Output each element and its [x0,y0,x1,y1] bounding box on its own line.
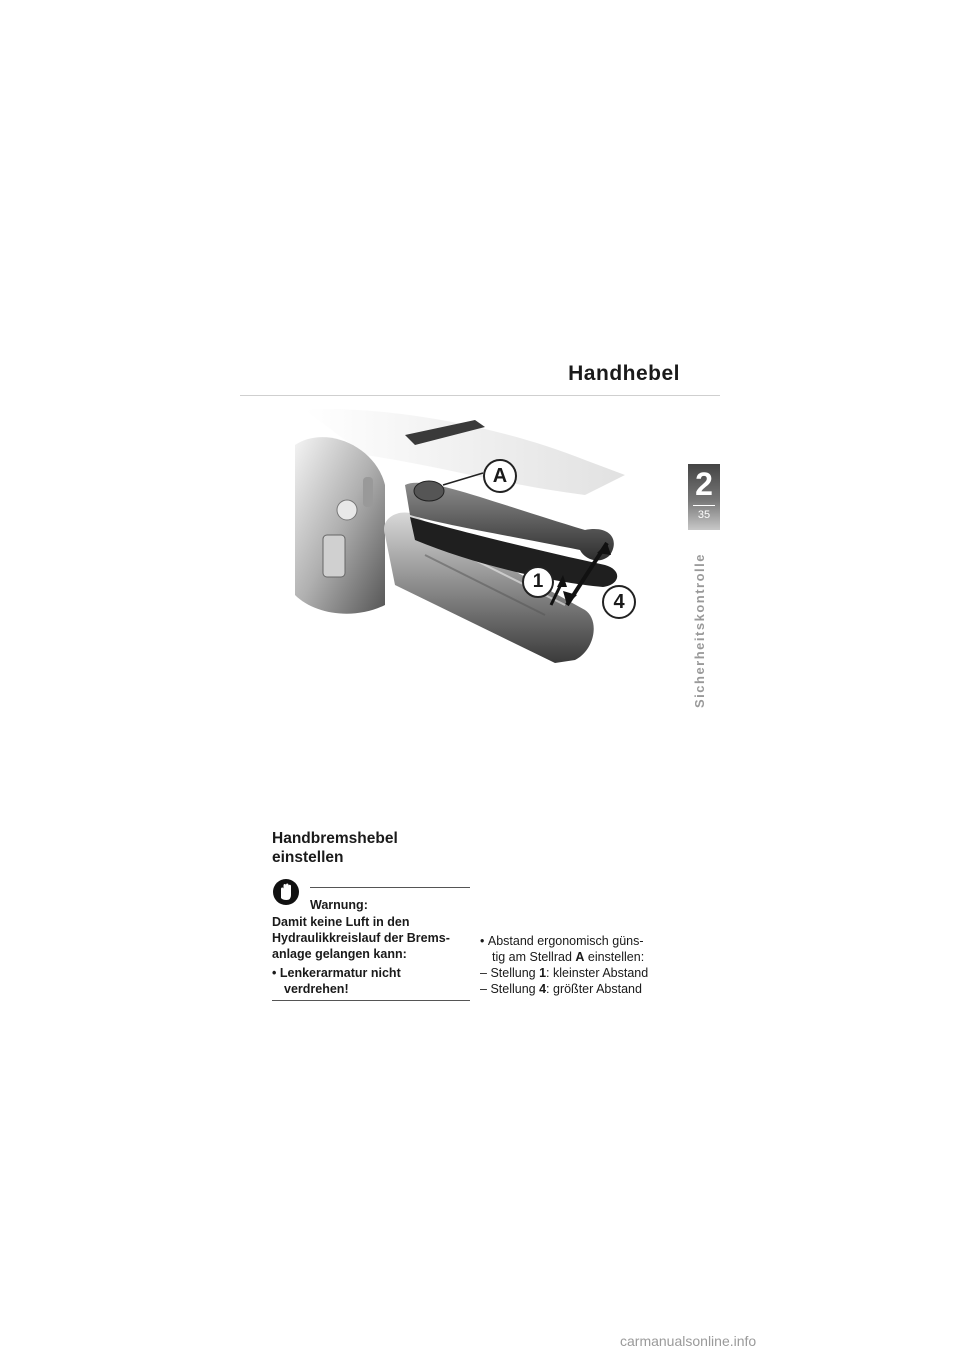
callout-a: A [483,459,517,493]
section-heading-line2: einstellen [272,849,344,866]
warning-bullet-line1: Lenkerarmatur nicht [279,966,401,980]
warning-rule-bottom [272,1000,470,1001]
section-heading [272,829,472,867]
warning-bullet-line2: verdrehen! [284,982,349,996]
step1-suffix: : kleinster Abstand [546,966,649,980]
warning-label: Warnung: [310,898,368,912]
step2-prefix: Stellung [490,982,540,996]
step2-suffix: : größter Abstand [546,982,642,996]
page-title: Handhebel [568,362,680,385]
instructions [480,933,680,997]
instruction-step-1: – Stellung 1: kleinster Abstand [480,966,649,980]
instruction-bullet-line2-prefix: tig am Stellrad [492,950,576,964]
instruction-step-4: – Stellung 4: größter Abstand [480,982,642,996]
warning-text-line3: anlage gelangen kann: [272,947,407,961]
warning-text-line2: Hydraulikkreislauf der Brems- [272,931,450,945]
watermark: carmanualsonline.info [620,1333,757,1349]
warning-bullet [272,965,470,997]
page-number: 35 [697,509,711,521]
warning-text-line1: Damit keine Luft in den [272,915,410,929]
hand-stop-icon [272,878,300,906]
step1-prefix: Stellung [490,966,540,980]
handlebar-lever-illustration [285,405,645,675]
instruction-bullet-line1: Abstand ergonomisch güns- [487,934,644,948]
warning-bullet-item: • Lenkerarmatur nicht verdrehen! [272,966,401,996]
instruction-bullet: • Abstand ergonomisch güns- tig am Stellrad A einstellen: [480,934,645,964]
chapter-number: 2 [695,466,713,502]
warning-text [272,914,470,962]
step2-ref: 4 [539,982,547,996]
title-divider [240,395,720,396]
callout-1: 1 [522,566,554,598]
chapter-tab-divider [693,505,715,506]
chapter-side-label: Sicherheitskontrolle [692,553,707,708]
section-heading-line1: Handbremshebel [272,830,398,847]
step1-ref: 1 [539,966,547,980]
callout-4: 4 [602,585,636,619]
warning-rule-top [310,887,470,888]
instruction-bullet-line2-suffix: einstellen: [584,950,645,964]
instruction-ref-a: A [575,950,585,964]
